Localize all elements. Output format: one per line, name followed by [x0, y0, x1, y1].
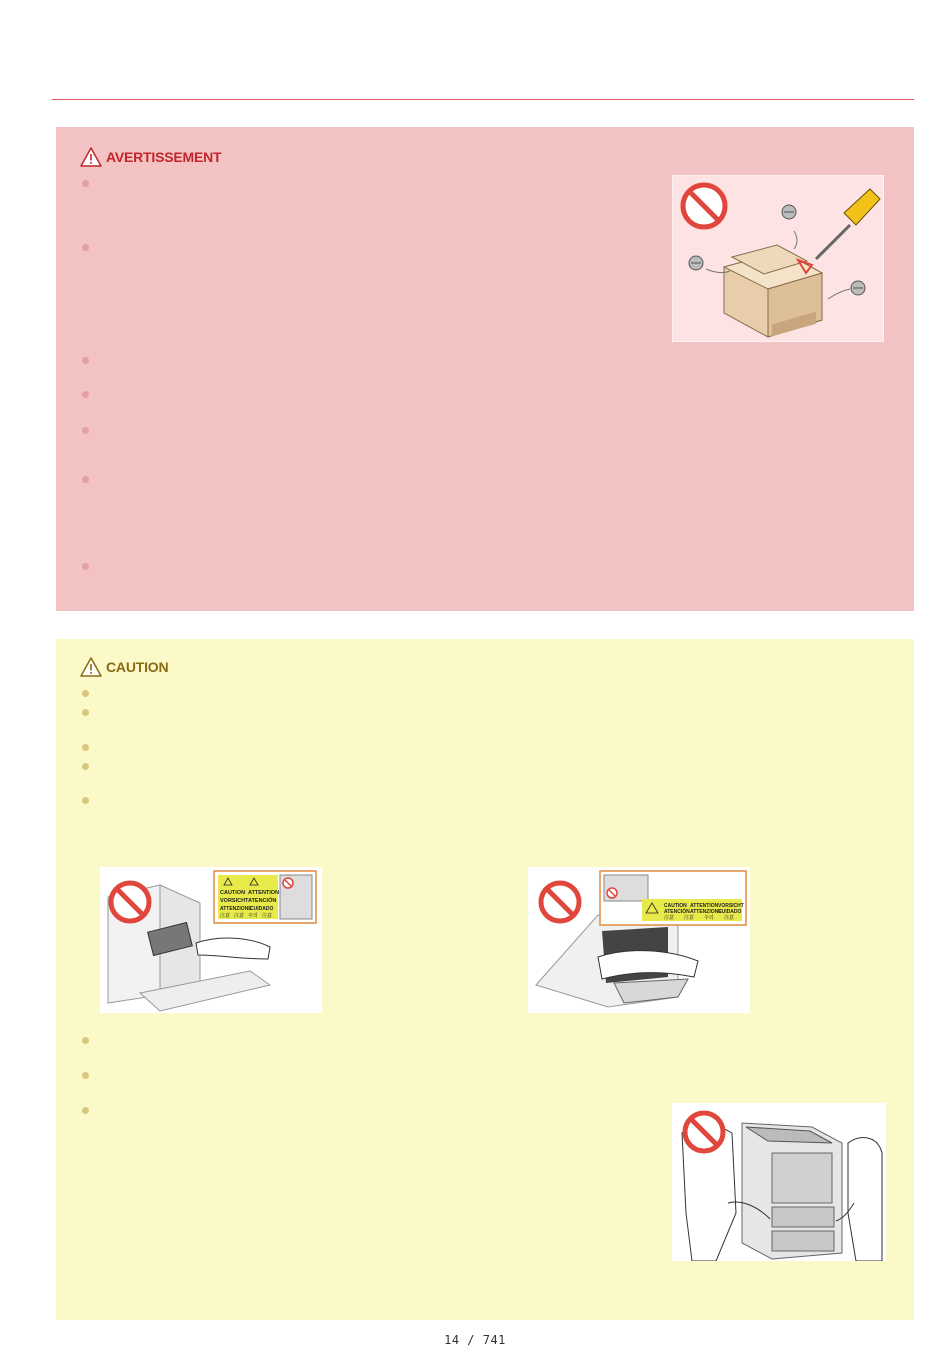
caution-box — [56, 639, 914, 1320]
sticker-caution: CAUTION — [220, 890, 246, 896]
hot-fixing-unit-illustration-right — [528, 867, 750, 1013]
caution-bullet — [82, 1037, 89, 1044]
caution-bullet — [82, 690, 89, 697]
warning-heading — [80, 147, 221, 167]
sticker-cjk-2: 注意 — [684, 915, 695, 921]
caution-bullet — [82, 709, 89, 716]
warning-box — [56, 127, 914, 611]
sticker-cjk-3: 주의 — [704, 915, 714, 921]
caution-bullet — [82, 1072, 89, 1079]
sticker-cjk-1: 注意 — [220, 913, 231, 919]
caution-bullet — [82, 744, 89, 751]
header-rule — [52, 99, 914, 100]
warning-triangle-icon — [80, 657, 102, 677]
sticker-attention: ATTENTION — [248, 890, 280, 896]
page-number: 14 / 741 — [444, 1333, 506, 1347]
prohibition-icon — [541, 883, 579, 921]
warning-bullet — [82, 427, 89, 434]
warning-bullet — [82, 180, 89, 187]
prohibition-icon — [685, 1113, 723, 1151]
carrying-printer-illustration — [672, 1103, 886, 1261]
hot-fixing-unit-illustration-left — [100, 867, 322, 1013]
warning-heading-text: AVERTISSEMENT — [106, 149, 222, 165]
caution-heading — [80, 657, 168, 677]
sticker-vorsicht: VORSICHT — [718, 903, 744, 909]
warning-bullet — [82, 476, 89, 483]
caution-bullet — [82, 763, 89, 770]
sticker-cjk-3: 주의 — [248, 913, 258, 919]
sticker-cuidado: CUIDADO — [718, 909, 742, 915]
warning-bullet — [82, 391, 89, 398]
sticker-atencion: ATENCIÓN — [248, 898, 277, 904]
prohibition-icon — [111, 883, 149, 921]
sticker-cjk-4: 注意 — [262, 913, 273, 919]
sticker-atencion: ATENCIÓN — [664, 909, 690, 915]
sticker-cjk-1: 注意 — [664, 915, 675, 921]
sticker-attenzione: ATTENZIONE — [220, 906, 252, 912]
sticker-vorsicht: VORSICHT — [220, 898, 249, 904]
prohibition-icon — [683, 185, 725, 227]
sticker-cjk-4: 注意 — [724, 915, 735, 921]
sticker-attention: ATTENTION — [690, 903, 719, 909]
caution-heading-text: CAUTION — [106, 659, 169, 675]
do-not-disassemble-illustration — [672, 175, 884, 342]
sticker-attenzione: ATTENZIONE — [690, 909, 722, 915]
warning-triangle-icon — [80, 147, 102, 167]
sticker-caution: CAUTION — [664, 903, 687, 909]
caution-bullet — [82, 1107, 89, 1114]
warning-bullet — [82, 563, 89, 570]
sticker-cuidado: CUIDADO — [250, 906, 274, 912]
caution-bullet — [82, 797, 89, 804]
warning-bullet — [82, 357, 89, 364]
warning-bullet — [82, 244, 89, 251]
sticker-cjk-2: 注意 — [234, 913, 245, 919]
